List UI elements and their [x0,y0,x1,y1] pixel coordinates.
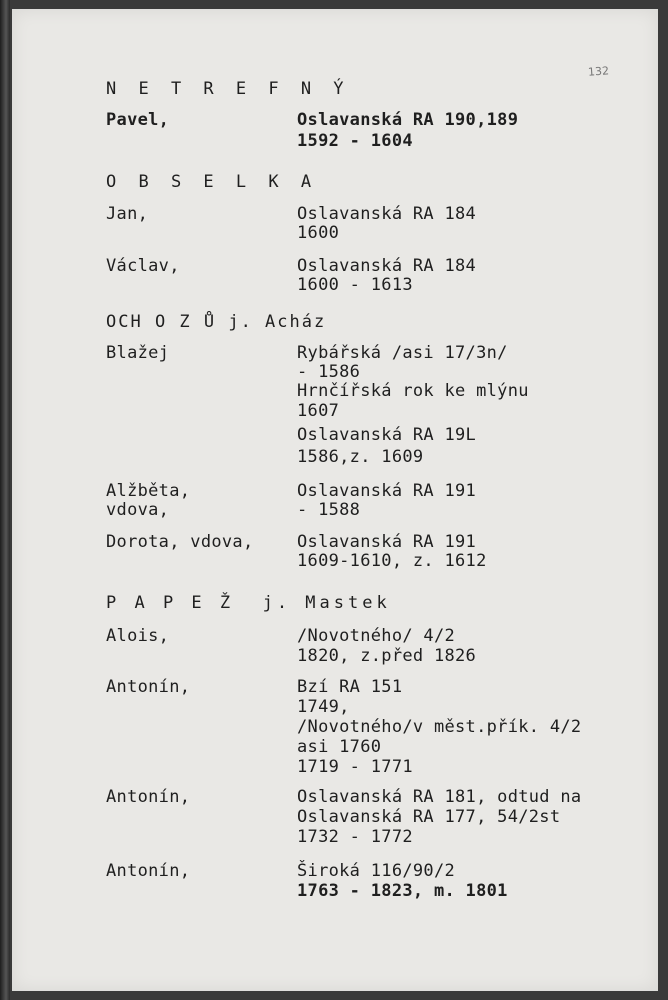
entry-line: 1749, [297,697,350,717]
entry-line: 1607 [297,401,340,421]
entry-name: Antonín, [106,861,191,881]
entry-line: - 1588 [297,500,361,520]
entry-line: Oslavanská RA 190,189 [297,110,519,130]
entry-name: Alžběta, [106,481,191,501]
entry-name: Pavel, [106,110,170,130]
entry-line: 1820, z.před 1826 [297,646,477,666]
entry-line: Oslavanská RA 19L [297,425,477,445]
entry-name: Antonín, [106,677,191,697]
entry-line: Oslavanská RA 184 [297,204,477,224]
entry-line: 1719 - 1771 [297,757,413,777]
entry-line: asi 1760 [297,737,382,757]
entry-line: - 1586 [297,362,361,382]
entry-name: vdova, [106,500,170,520]
book-binding-edge [0,0,10,1000]
entry-line: Oslavanská RA 191 [297,481,477,501]
entry-name: Jan, [106,204,149,224]
entry-line: Oslavanská RA 191 [297,532,477,552]
entry-name: Alois, [106,626,170,646]
folio-number: 132 [587,64,610,79]
entry-line: Rybářská /asi 17/3n/ [297,343,508,363]
entry-line: Hrnčířská rok ke mlýnu [297,381,529,401]
entry-name: Antonín, [106,787,191,807]
entry-line: Bzí RA 151 [297,677,403,697]
surname-heading: P A P E Ž j. Mastek [106,593,391,613]
entry-line: 1732 - 1772 [297,827,413,847]
entry-line: /Novotného/ 4/2 [297,626,456,646]
entry-line: Oslavanská RA 184 [297,256,477,276]
entry-name: Václav, [106,256,180,276]
entry-line: 1609-1610, z. 1612 [297,551,487,571]
entry-line: 1600 - 1613 [297,275,413,295]
entry-line: /Novotného/v měst.přík. 4/2 [297,717,582,737]
typed-card-page [12,9,658,991]
entry-name: Blažej [106,343,170,363]
surname-heading: O B S E L K A [106,172,318,192]
entry-name: Dorota, vdova, [106,532,254,552]
entry-line: 1592 - 1604 [297,131,413,151]
entry-line: Široká 116/90/2 [297,861,456,881]
surname-heading: N E T R E F N Ý [106,79,350,99]
entry-line: Oslavanská RA 181, odtud na [297,787,582,807]
surname-heading: OCH O Z Ů j. Acház [106,312,327,332]
entry-line: 1600 [297,223,340,243]
entry-line: 1586,z. 1609 [297,447,424,467]
entry-line: Oslavanská RA 177, 54/2st [297,807,561,827]
entry-line: 1763 - 1823, m. 1801 [297,881,508,901]
